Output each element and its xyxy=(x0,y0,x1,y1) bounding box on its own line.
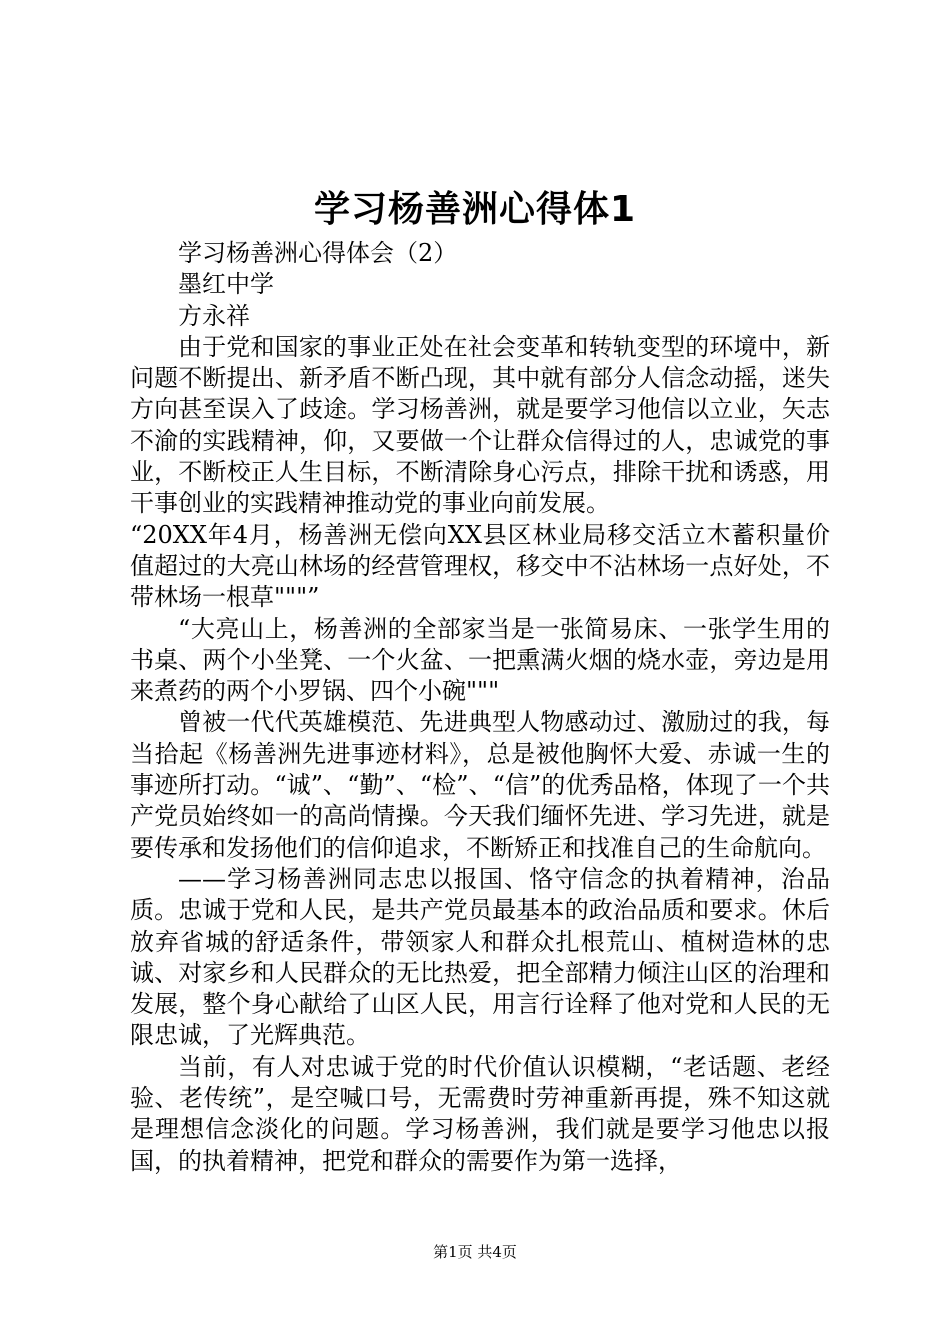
document-body xyxy=(130,238,830,1177)
paragraph: 当前，有人对忠诚于党的时代价值认识模糊，“老话题、老经验、老传统”，是空喊口号，无需费时劳神重新再提，殊不知这就是理想信念淡化的问题。学习杨善洲，我们就是要学习他忠以报国，的执着精神，把党和群众的需要作为第一选择， xyxy=(130,1052,830,1175)
paragraph: “大亮山上，杨善洲的全部家当是一张简易床、一张学生用的书桌、两个小坐凳、一个火盆、一把熏满火烟的烧水壶，旁边是用来煮药的两个小罗锅、四个小碗""" xyxy=(130,614,830,706)
paragraph: 由于党和国家的事业正处在社会变革和转轨变型的环境中，新问题不断提出、新矛盾不断凸现，其中就有部分人信念动摇，迷失方向甚至误入了歧途。学习杨善洲，就是要学习他信以立业，矢志不渝的实践精神，仰，又要做一个让群众信得过的人，忠诚党的事业，不断校正人生目标，不断清除身心污点，排除干扰和诱惑，用干事创业的实践精神推动党的事业向前发展。 xyxy=(130,332,830,518)
paragraph: 曾被一代代英雄模范、先进典型人物感动过、激励过的我，每当拾起《杨善洲先进事迹材料》，总是被他胸怀大爱、赤诚一生的事迹所打动。“诚”、“勤”、“检”、“信”的优秀品格，体现了一个共产党员始终如一的高尚情操。今天我们缅怀先进、学习先进，就是要传承和发扬他们的信仰追求，不断矫正和找准自己的生命航向。 xyxy=(130,708,830,862)
paragraph: ——学习杨善洲同志忠以报国、恪守信念的执着精神，治品质。忠诚于党和人民，是共产党员最基本的政治品质和要求。休后放弃省城的舒适条件，带领家人和群众扎根荒山、植树造林的忠诚、对家乡和人民群众的无比热爱，把全部精力倾注山区的治理和发展，整个身心献给了山区人民，用言行诠释了他对党和人民的无限忠诚，了光辉典范。 xyxy=(130,864,830,1050)
document-title: 学习杨善洲心得体1 xyxy=(313,189,637,230)
paragraph: 学习杨善洲心得体会（2） xyxy=(178,239,458,267)
paragraph: 墨红中学 xyxy=(178,270,274,299)
paragraph: “20XX年4月，杨善洲无偿向XX县区林业局移交活立木蓄积量价值超过的大亮山林场的经营管理权，移交中不沾林场一点好处，不带林场一根草"""” xyxy=(130,520,830,612)
paragraph: 方永祥 xyxy=(178,301,250,330)
page-footer: 第1页 共4页 xyxy=(433,1243,517,1261)
